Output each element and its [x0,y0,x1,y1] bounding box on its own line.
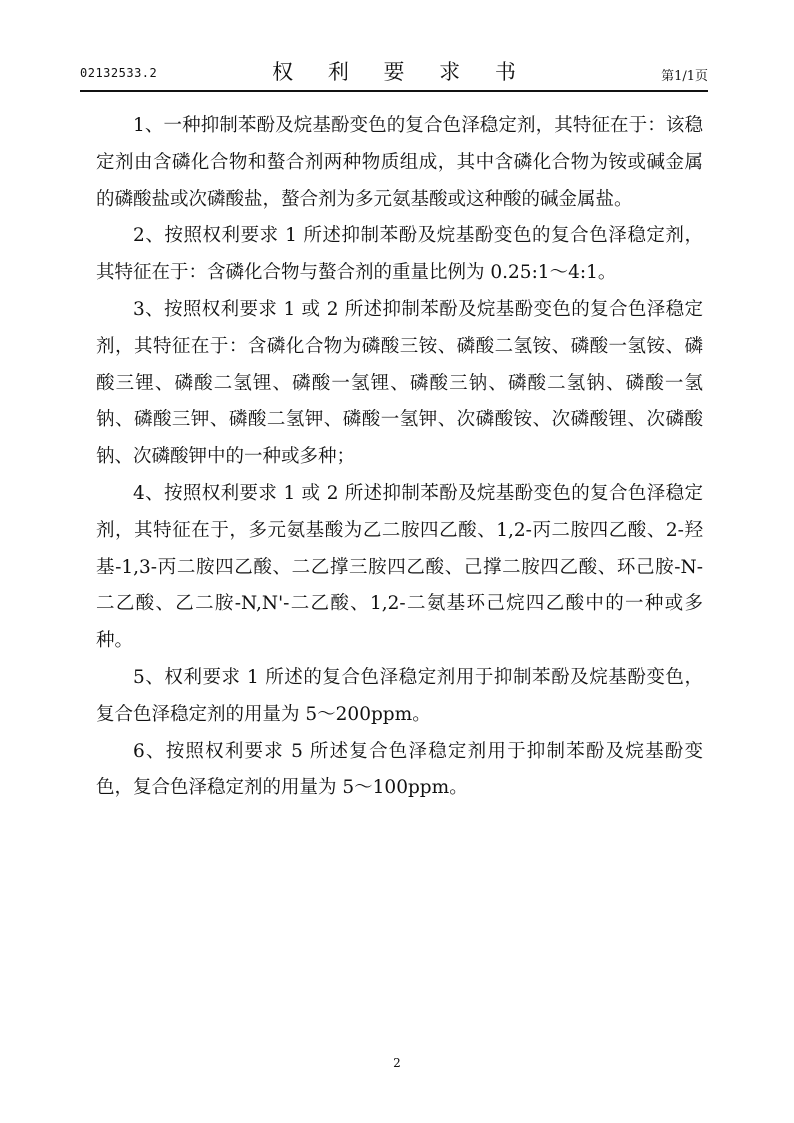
page-number: 2 [393,1056,401,1070]
claim-1: 1、一种抑制苯酚及烷基酚变色的复合色泽稳定剂，其特征在于：该稳定剂由含磷化合物和螯合剂两种物质组成，其中含磷化合物为铵或碱金属的磷酸盐或次磷酸盐，螯合剂为多元氨基酸或这种酸的碱金属盐。 [96,115,703,210]
application-number: 02132533.2 [80,66,158,80]
claim-6: 6、按照权利要求 5 所述复合色泽稳定剂用于抑制苯酚及烷基酚变色，复合色泽稳定剂的用量为 5～100ppm。 [96,740,703,799]
claim-2: 2、按照权利要求 1 所述抑制苯酚及烷基酚变色的复合色泽稳定剂，其特征在于：含磷化合物与螯合剂的重量比例为 0.25:1～4:1。 [96,225,703,284]
document-title: 权 利 要 求 书 [272,60,530,84]
claim-3: 3、按照权利要求 1 或 2 所述抑制苯酚及烷基酚变色的复合色泽稳定剂，其特征在于：含磷化合物为磷酸三铵、磷酸二氢铵、磷酸一氢铵、磷酸三锂、磷酸二氢锂、磷酸一氢锂、磷酸三钠、磷酸二氢钠、磷酸一氢钠、磷酸三钾、磷酸二氢钾、磷酸一氢钾、次磷酸铵、次磷酸锂、次磷酸钠、次磷酸钾中的一种或多种； [96,298,703,468]
page-count-label: 第1/1页 [661,69,708,84]
header-divider [80,90,708,92]
claim-4: 4、按照权利要求 1 或 2 所述抑制苯酚及烷基酚变色的复合色泽稳定剂，其特征在于，多元氨基酸为乙二胺四乙酸、1,2-丙二胺四乙酸、2-羟基-1,3-丙二胺四乙酸、二乙撑三胺四乙酸、己撑二胺四乙酸、环己胺-N-二乙酸、乙二胺-N,N'-二乙酸、1,2-二氨基环己烷四乙酸中的一种或多种。 [96,482,703,652]
claim-5: 5、权利要求 1 所述的复合色泽稳定剂用于抑制苯酚及烷基酚变色，复合色泽稳定剂的用量为 5～200ppm。 [96,666,703,725]
claims-body [96,108,703,807]
page-header [80,56,708,88]
